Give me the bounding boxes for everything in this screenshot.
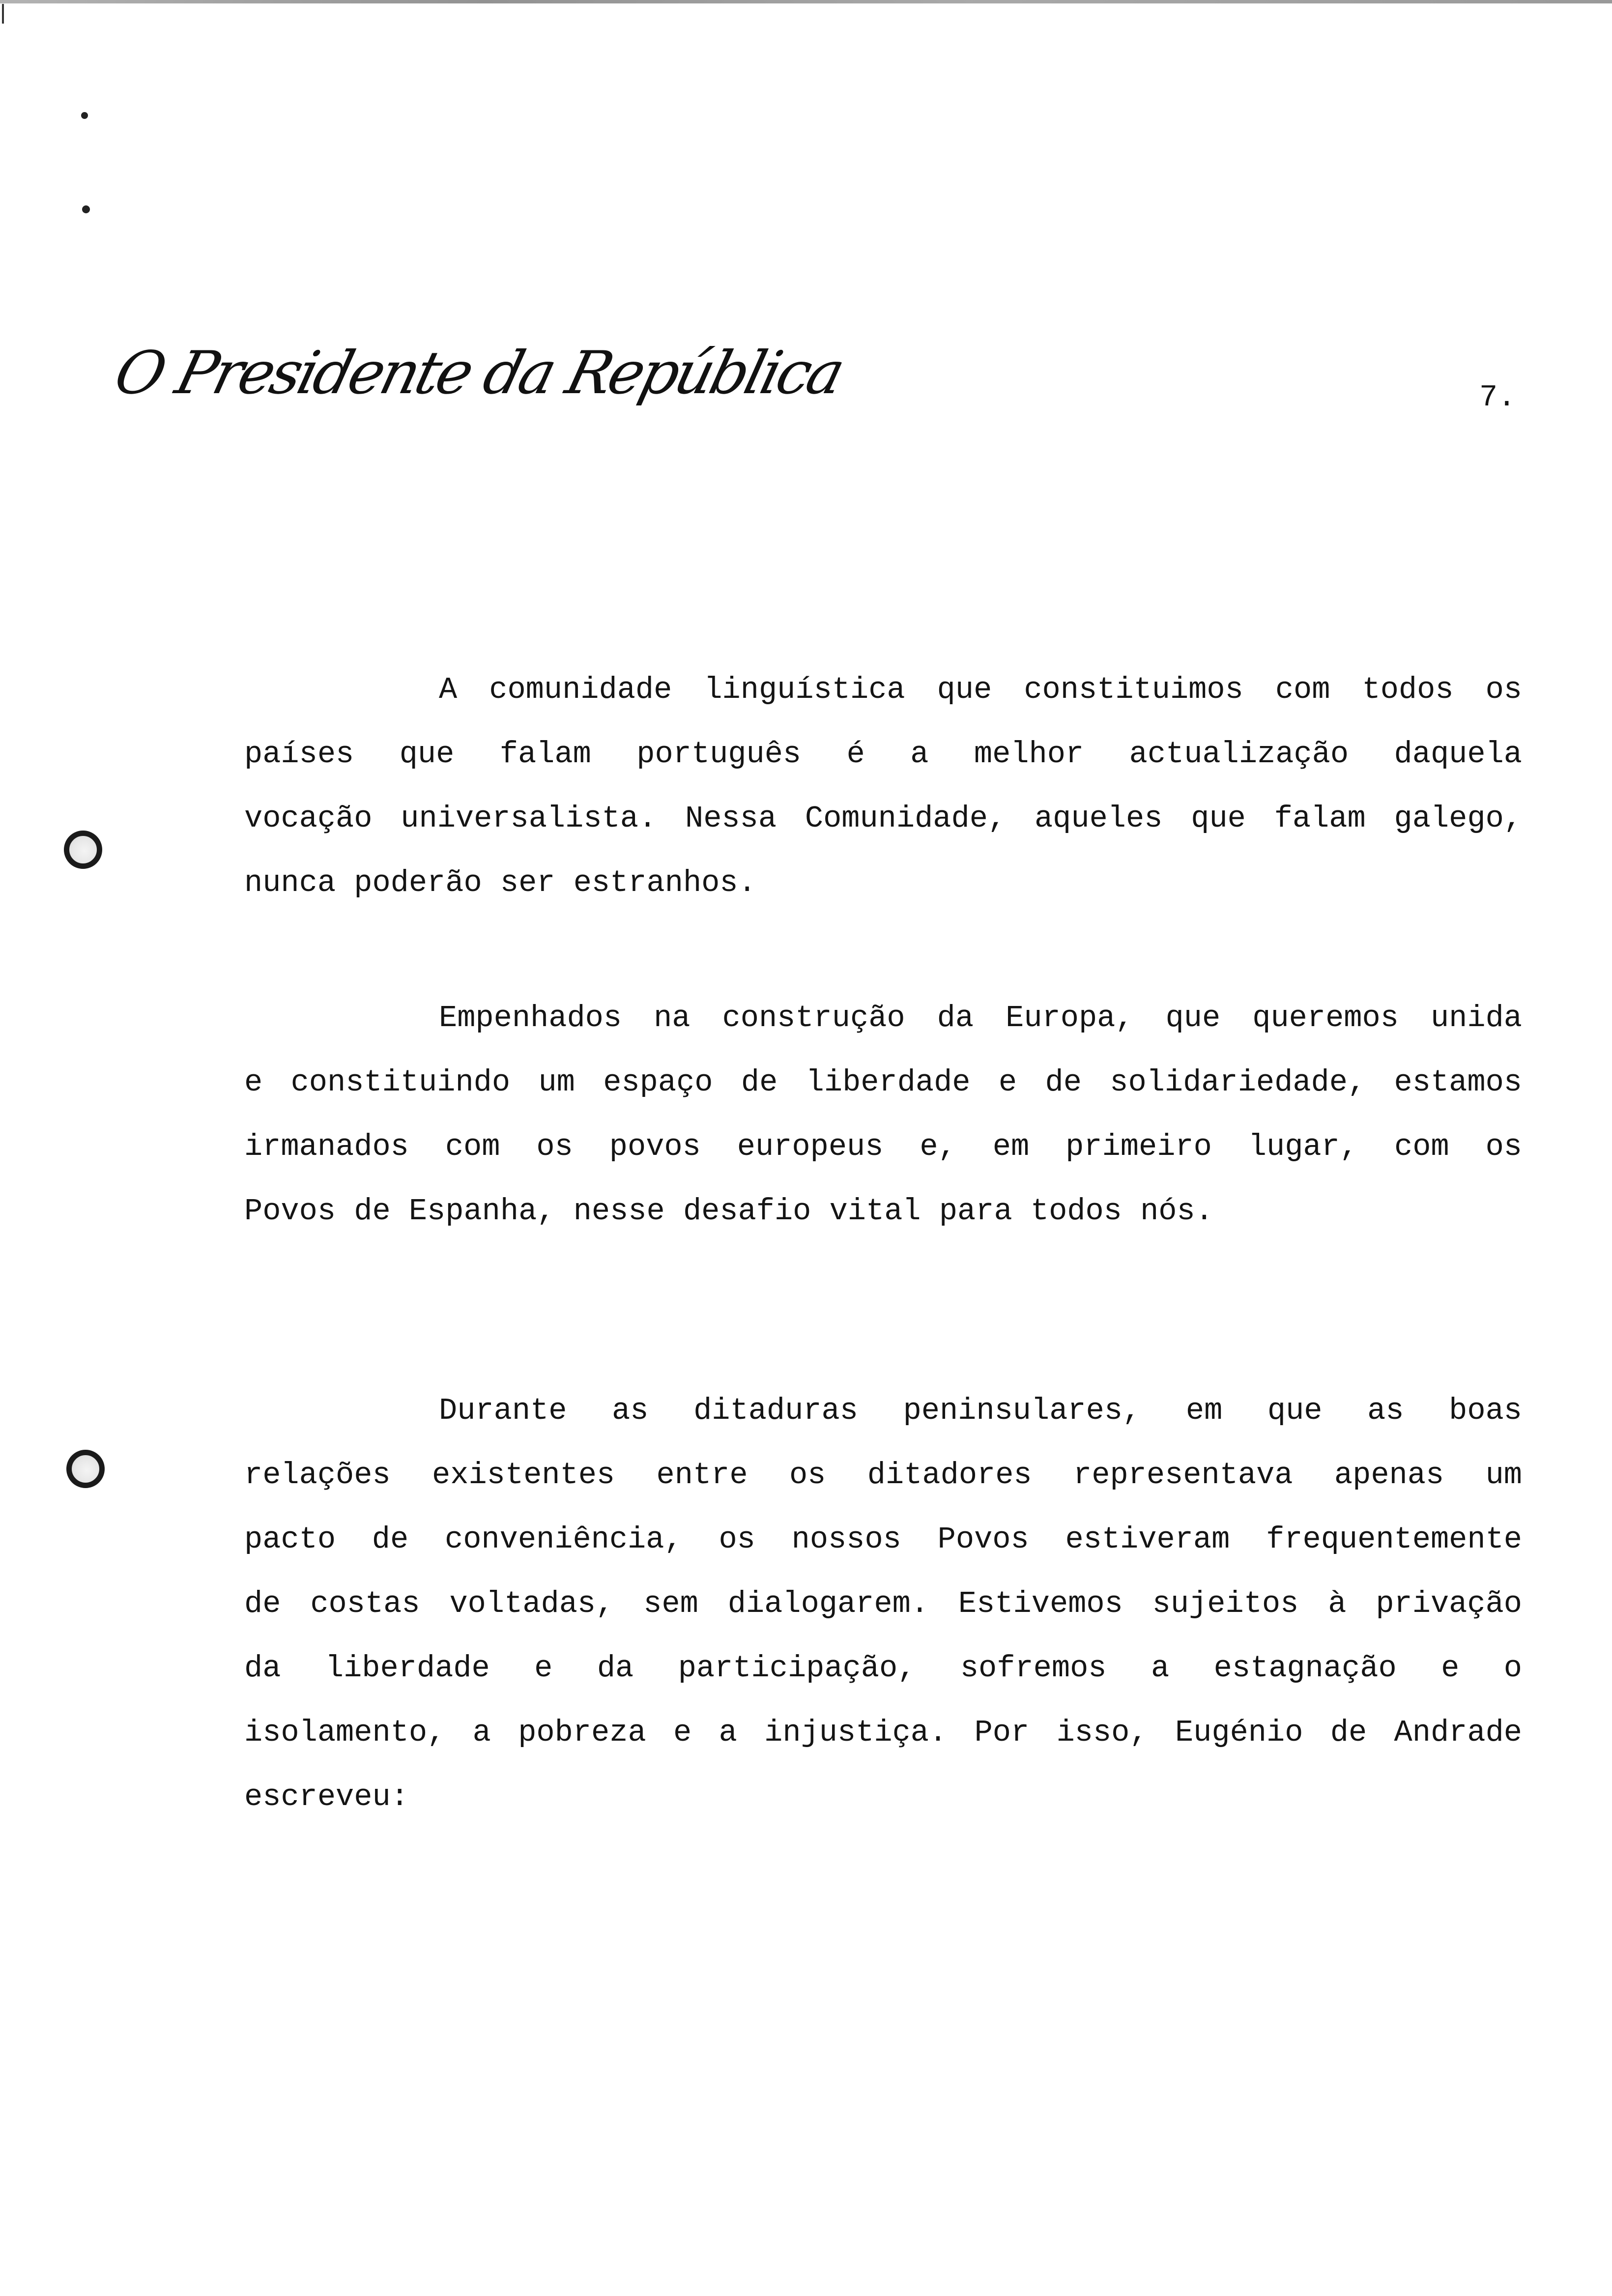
- text-line: Povos de Espanha, nesse desafio vital para todos nós.: [244, 1194, 1213, 1229]
- text-line: relações existentes entre os ditadores representava apenas um: [244, 1458, 1522, 1492]
- paragraph-3: [244, 1378, 1522, 1829]
- scan-top-edge: [0, 0, 1612, 3]
- text-line: países que falam português é a melhor actualização daquela: [244, 737, 1522, 772]
- punch-hole-lower: [66, 1450, 105, 1488]
- text-line: vocação universalista. Nessa Comunidade, aqueles que falam galego,: [244, 801, 1522, 836]
- text-line: A comunidade linguística que constituimos com todos os: [439, 672, 1522, 707]
- page-number: 7.: [1479, 380, 1516, 415]
- text-line: Empenhados na construção da Europa, que queremos unida: [439, 1001, 1522, 1035]
- text-line: nunca poderão ser estranhos.: [244, 865, 756, 900]
- scan-speck: [81, 112, 88, 119]
- paragraph-2: [244, 986, 1522, 1243]
- text-line: irmanados com os povos europeus e, em primeiro lugar, com os: [244, 1129, 1522, 1164]
- scan-speck: [82, 205, 90, 213]
- text-line: e constituindo um espaço de liberdade e de solidariedade, estamos: [244, 1065, 1522, 1100]
- scan-edge-mark: [2, 4, 4, 24]
- text-line: pacto de conveniência, os nossos Povos estiveram frequentemente: [244, 1522, 1522, 1557]
- paragraph-1: [244, 658, 1522, 915]
- text-line: de costas voltadas, sem dialogarem. Estivemos sujeitos à privação: [244, 1586, 1522, 1621]
- punch-hole-upper: [64, 831, 102, 869]
- text-line: isolamento, a pobreza e a injustiça. Por isso, Eugénio de Andrade: [244, 1715, 1522, 1750]
- text-line: da liberdade e da participação, sofremos a estagnação e o: [244, 1651, 1522, 1686]
- text-line: Durante as ditaduras peninsulares, em que as boas: [439, 1393, 1522, 1428]
- letterhead: O Presidente da República: [108, 339, 849, 407]
- text-line: escreveu:: [244, 1779, 409, 1814]
